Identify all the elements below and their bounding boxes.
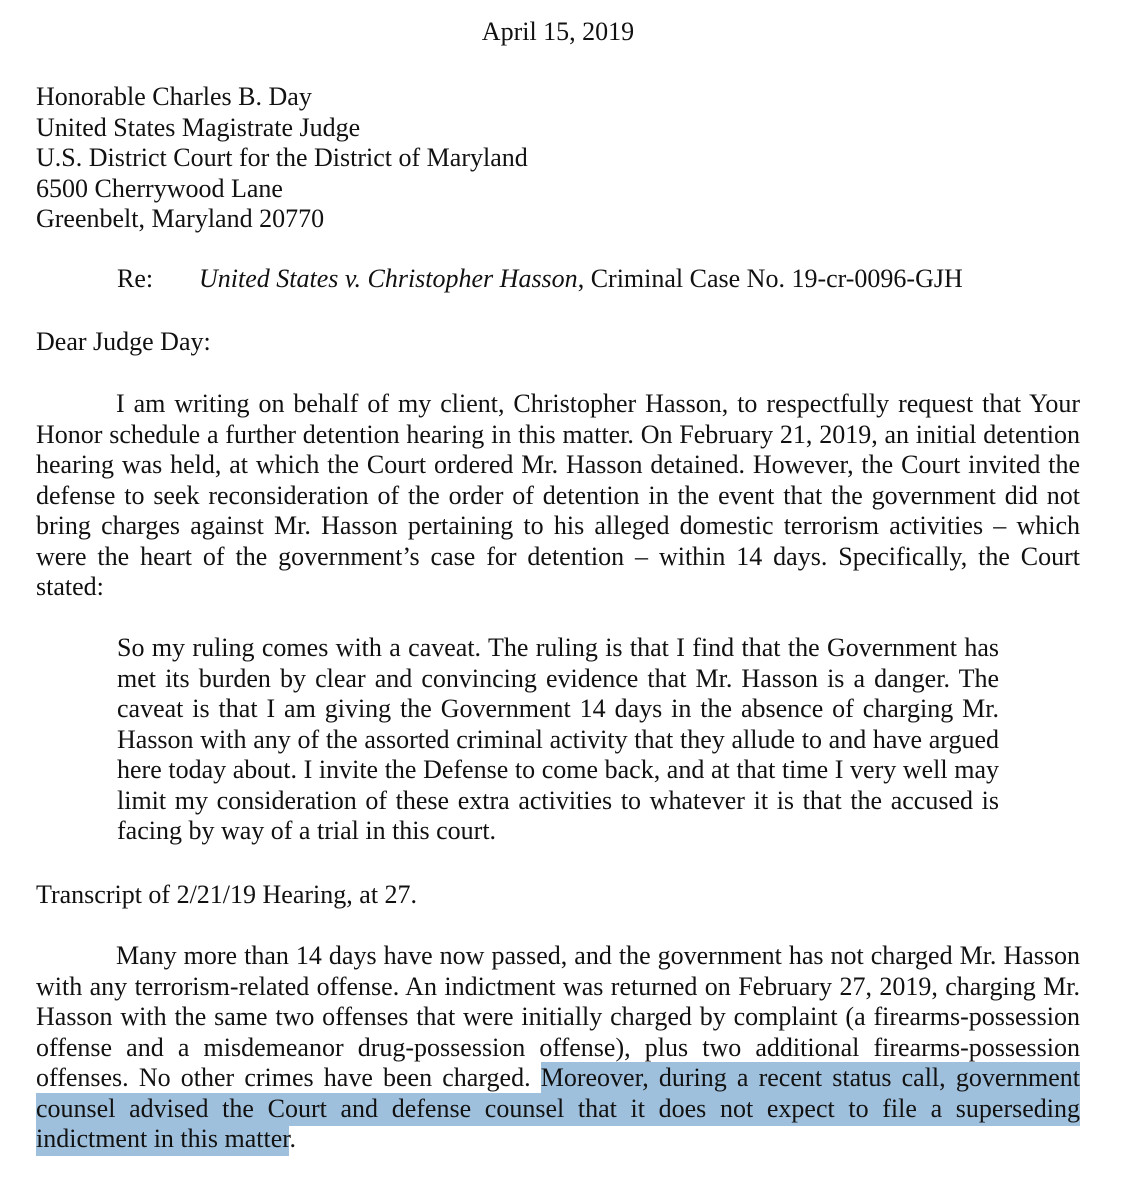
case-number: , Criminal Case No. 19-cr-0096-GJH [577, 264, 963, 293]
transcript-citation: Transcript of 2/21/19 Hearing, at 27. [36, 880, 418, 909]
paragraph-status [36, 941, 1080, 1155]
letter-date: April 15, 2019 [481, 17, 635, 46]
paragraph-status-text: Many more than 14 days have now passed, and the government has not charged Mr. Hasson with any terrorism-related offense. An indictment was returned on February 27, 2019, charging Mr. Hasson with the same two offenses that were initially charged by complaint (a firearms-possession offense and a misdemeanor drug-possession offense), plus two additional firearms-possession offenses. No other crimes have been charged. [36, 941, 1080, 1092]
re-label: Re: [117, 264, 154, 293]
case-name: United States v. Christopher Hasson [199, 264, 578, 293]
re-line [117, 264, 963, 295]
paragraph-request [36, 389, 1080, 603]
recipient-city: Greenbelt, Maryland 20770 [36, 204, 325, 233]
recipient-name: Honorable Charles B. Day [36, 82, 312, 111]
recipient-court: U.S. District Court for the District of Maryland [36, 143, 528, 172]
recipient-address [36, 82, 936, 235]
recipient-title: United States Magistrate Judge [36, 112, 361, 142]
salutation: Dear Judge Day: [36, 327, 211, 356]
recipient-street: 6500 Cherrywood Lane [36, 173, 283, 203]
paragraph-status-end: . [289, 1124, 296, 1153]
block-quote: So my ruling comes with a caveat. The ruling is that I find that the Government has met its burden by clear and convincing evidence that Mr. Hasson is a danger. The caveat is that I am giving the Government 14 days in the absence of charging Mr. Hasson with any of the assorted criminal activity that they allude to and have argued here today about. I invite the Defense to come back, and at that time I very well may limit my consideration of these extra activities to whatever it is that the accused is facing by way of a trial in this court. [117, 633, 999, 845]
highlighted-text[interactable]: Moreover, during a recent status call, government counsel advised the Court and defense counsel that it does not expect to file a superseding indictment in this matter [36, 1062, 1080, 1156]
paragraph-request-text: I am writing on behalf of my client, Christopher Hasson, to respectfully request that Your Honor schedule a further detention hearing in this matter. On February 21, 2019, an initial detention hearing was held, at which the Court ordered Mr. Hasson detained. However, the Court invited the defense to seek reconsideration of the order of detention in the event that the government did not bring charges against Mr. Hasson pertaining to his alleged domestic terrorism activities – which were the heart of the government’s case for detention – within 14 days. Specifically, the Court stated: [36, 389, 1080, 601]
